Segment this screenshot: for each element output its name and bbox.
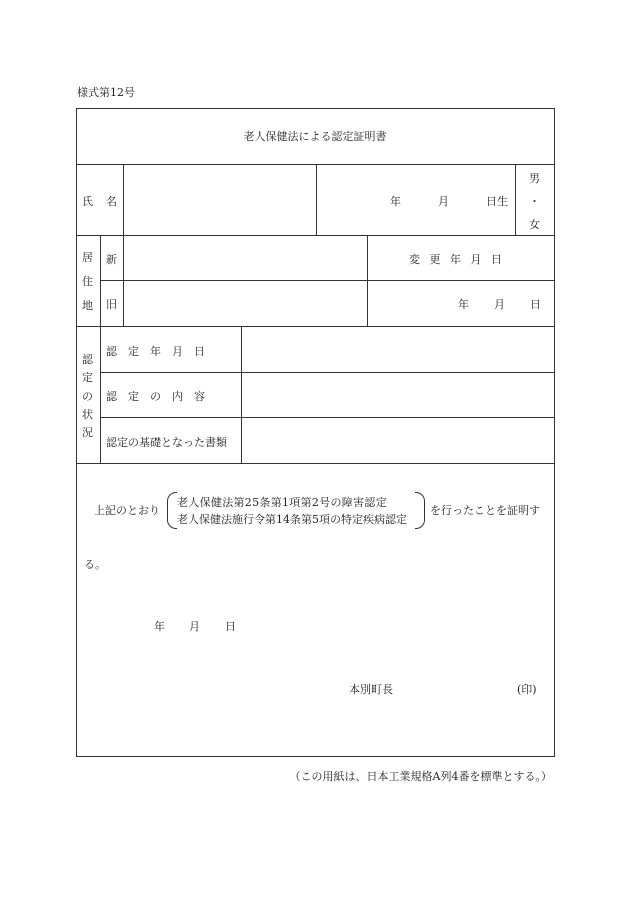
address-label-1: 居 [82,251,93,264]
certification-date-label: 認 定 年 月 日 [106,345,205,358]
basis-documents-label: 認定の基礎となった書類 [106,436,227,449]
certification-date-field[interactable] [243,328,553,370]
divider-left-label [100,235,101,463]
divider-status [76,463,555,464]
form-title: 老人保健法による認定証明書 [243,130,387,143]
status-label-2: 定 [82,371,93,384]
old-month-label: 月 [494,298,505,311]
status-label-3: の [82,390,93,403]
statement-suffix: を行ったことを証明す [430,504,540,517]
certification-content-field[interactable] [243,374,553,415]
old-year-label: 年 [458,298,469,311]
statement-prefix: 上記のとおり [94,504,160,517]
status-label-4: 状 [82,408,93,421]
status-label-1: 認 [82,353,93,366]
divider-status-value [241,326,242,463]
statement-option-1: 老人保健法第25条第1項第2号の障害認定 [177,496,387,509]
issue-day-label: 日 [225,620,236,633]
footer-note: （この用紙は、日本工業規格A列4番を標準とする。） [289,770,552,783]
certification-content-label: 認 定 の 内 容 [106,390,205,403]
divider-address-mid [100,280,555,281]
old-day-label: 日 [530,298,541,311]
form-number: 様式第12号 [77,86,135,99]
divider-address-sub [123,235,124,326]
divider-name [76,235,555,236]
left-bracket [167,492,177,529]
divider-address-date [367,235,368,326]
issuer-name: 本別町長 [349,683,393,696]
divider-status-1 [100,372,555,373]
divider-address [76,326,555,327]
address-new-label: 新 [106,253,117,266]
status-label-5: 況 [82,426,93,439]
birth-year-label: 年 [390,195,401,208]
issue-month-label: 月 [189,620,200,633]
sex-female[interactable]: 女 [529,218,540,231]
new-address-field[interactable] [125,237,365,278]
sex-male[interactable]: 男 [529,172,540,185]
birth-date-field[interactable] [318,166,513,233]
name-label-1: 氏 [82,195,93,208]
address-old-label: 旧 [106,298,117,311]
name-label-2: 名 [106,195,117,208]
issue-year-label: 年 [154,620,165,633]
divider-name-birth [316,164,317,235]
statement-continuation: る。 [84,558,106,571]
statement-option-2: 老人保健法施行令第14条第5項の特定疾病認定 [177,513,407,526]
old-address-field[interactable] [125,282,365,324]
address-label-3: 地 [82,299,93,312]
divider-name-label [123,164,124,235]
divider-sex [515,164,516,235]
right-bracket [415,492,425,529]
sex-dot: ・ [529,195,540,208]
birth-day-label: 日生 [486,195,508,208]
birth-month-label: 月 [438,195,449,208]
basis-documents-field[interactable] [243,419,553,461]
divider-status-2 [100,417,555,418]
change-date-label: 変 更 年 月 日 [409,253,505,266]
name-field[interactable] [125,166,314,233]
address-label-2: 住 [82,275,93,288]
seal-mark: (印) [517,683,537,696]
